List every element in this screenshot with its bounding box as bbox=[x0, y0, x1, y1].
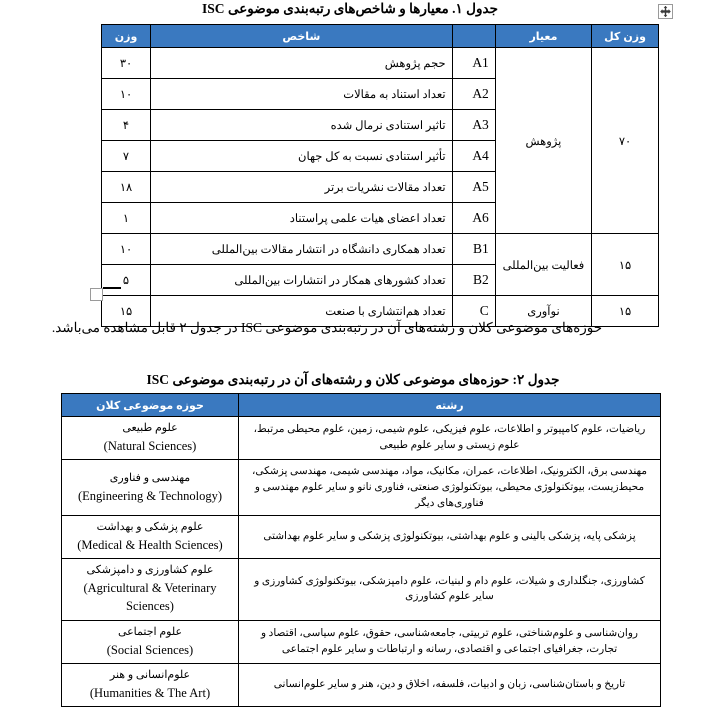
col-header-index-code bbox=[452, 25, 495, 48]
criteria-table-head bbox=[102, 25, 659, 48]
cell-index: تأثیر استنادی نسبت به کل جهان bbox=[151, 141, 453, 172]
cell-index: تعداد اعضای هیات علمی پراستناد bbox=[151, 203, 453, 234]
cell-weight-total: ۱۵ bbox=[592, 234, 659, 296]
cell-index: تاثیر استنادی نرمال شده bbox=[151, 110, 453, 141]
cell-index-code: A3 bbox=[452, 110, 495, 141]
col-header-index: شاخص bbox=[151, 25, 453, 48]
table-row bbox=[62, 663, 661, 706]
table1-caption: جدول ۱. معیارها و شاخص‌های رتبه‌بندی موضوعی ISC bbox=[202, 1, 498, 16]
cell-domain bbox=[62, 620, 239, 663]
cell-index: تعداد استناد به مقالات bbox=[151, 79, 453, 110]
cell-weight: ۱۸ bbox=[102, 172, 151, 203]
cell-domain bbox=[62, 460, 239, 516]
cell-domain bbox=[62, 417, 239, 460]
domain-name-fa: علوم کشاورزی و دامپزشکی bbox=[86, 564, 214, 577]
cell-criterion: پژوهش bbox=[495, 48, 591, 234]
cell-index-code: B1 bbox=[452, 234, 495, 265]
table-row bbox=[102, 234, 659, 265]
cell-weight-total: ۱۵ bbox=[592, 296, 659, 327]
cell-fields: ریاضیات، علوم کامپیوتر و اطلاعات، علوم فیزیکی، علوم شیمی، زمین، علوم محیطی مرتبط، علوم زیستی و سایر علوم طبیعی bbox=[238, 417, 660, 460]
intro-paragraph: حوزه‌های موضوعی کلان و رشته‌های آن در رتبه‌بندی موضوعی ISC در جدول ۲ قابل مشاهده می‌باشد. bbox=[51, 320, 603, 335]
col-header-field: رشته bbox=[238, 394, 660, 417]
table-row bbox=[62, 460, 661, 516]
col-header-weight-total: وزن کل bbox=[592, 25, 659, 48]
cell-index-code: B2 bbox=[452, 265, 495, 296]
domain-name-fa: علوم اجتماعی bbox=[117, 625, 183, 638]
cell-fields: تاریخ و باستان‌شناسی، زبان و ادبیات، فلسفه، اخلاق و دین، هنر و سایر علوم‌انسانی bbox=[238, 663, 660, 706]
cell-fields: پزشکی پایه، پزشکی بالینی و علوم بهداشتی، بیوتکنولوژی پزشکی و سایر علوم بهداشتی bbox=[238, 516, 660, 559]
table-header-row bbox=[62, 394, 661, 417]
subject-fields-table-head bbox=[62, 394, 661, 417]
cell-weight: ۳۰ bbox=[102, 48, 151, 79]
cell-weight: ۱۰ bbox=[102, 79, 151, 110]
cell-weight-total: ۷۰ bbox=[592, 48, 659, 234]
col-header-weight: وزن bbox=[102, 25, 151, 48]
cell-weight: ۴ bbox=[102, 110, 151, 141]
cell-weight: ۱۰ bbox=[102, 234, 151, 265]
cell-index-code: A5 bbox=[452, 172, 495, 203]
subject-fields-table bbox=[61, 393, 661, 707]
cell-domain bbox=[62, 663, 239, 706]
cell-index: حجم پژوهش bbox=[151, 48, 453, 79]
cell-fields: کشاورزی، جنگلداری و شیلات، علوم دام و لبنیات، علوم دامپزشکی، بیوتکنولوژی کشاورزی و سایر علوم کشاورزی bbox=[238, 559, 660, 620]
cell-fields: روان‌شناسی و علوم‌شناختی، علوم تربیتی، جامعه‌شناسی، حقوق، علوم سیاسی، اقتصاد و تجارت، جغرافیای اجتماعی و اقتصادی، رسانه و ارتباطات و سایر علوم اجتماعی bbox=[238, 620, 660, 663]
table-row bbox=[62, 559, 661, 620]
cell-weight: ۱۵ bbox=[102, 296, 151, 327]
criteria-table-body bbox=[102, 48, 659, 327]
domain-name-en: (Humanities & The Art) bbox=[89, 685, 211, 700]
table-row bbox=[102, 48, 659, 79]
cell-fields: مهندسی برق، الکترونیک، اطلاعات، عمران، مکانیک، مواد، مهندسی شیمی، مهندسی پزشکی، محیط‌زیست، بیوتکنولوژی محیطی، بیوتکنولوژی صنعتی، فناوری نانو و سایر علوم مهندسی و فناوری‌های دیگر bbox=[238, 460, 660, 516]
domain-name-fa: علوم پزشکی و بهداشت bbox=[96, 521, 204, 534]
table-row bbox=[62, 417, 661, 460]
table-row bbox=[62, 620, 661, 663]
cell-weight: ۱ bbox=[102, 203, 151, 234]
cell-index-code: A1 bbox=[452, 48, 495, 79]
subject-fields-table-body bbox=[62, 417, 661, 707]
domain-name-en: (Agricultural & Veterinary Sciences) bbox=[83, 581, 217, 614]
cell-index: تعداد هم‌انتشاری با صنعت bbox=[151, 296, 453, 327]
domain-name-en: (Social Sciences) bbox=[106, 642, 194, 657]
cell-weight: ۷ bbox=[102, 141, 151, 172]
table2-caption: جدول ۲: حوزه‌های موضوعی کلان و رشته‌های آن در رتبه‌بندی موضوعی ISC bbox=[146, 372, 560, 387]
cell-weight: ۵ bbox=[102, 265, 151, 296]
cell-domain bbox=[62, 516, 239, 559]
domain-name-en: (Medical & Health Sciences) bbox=[77, 538, 223, 553]
cell-criterion: فعالیت بین‌المللی bbox=[495, 234, 591, 296]
cell-index: تعداد مقالات نشریات برتر bbox=[151, 172, 453, 203]
cell-index-code: A6 bbox=[452, 203, 495, 234]
domain-name-en: (Natural Sciences) bbox=[103, 438, 197, 453]
cell-index-code: A4 bbox=[452, 141, 495, 172]
domain-name-en: (Engineering & Technology) bbox=[77, 488, 222, 503]
domain-name-fa: علوم‌انسانی و هنر bbox=[109, 668, 191, 681]
col-header-criterion: معیار bbox=[495, 25, 591, 48]
table-edge-marker bbox=[103, 287, 121, 289]
cell-domain bbox=[62, 559, 239, 620]
table-header-row bbox=[102, 25, 659, 48]
domain-name-fa: مهندسی و فناوری bbox=[109, 471, 191, 484]
resize-square-icon[interactable] bbox=[90, 288, 103, 301]
cell-index-code: C bbox=[452, 296, 495, 327]
table-row bbox=[62, 516, 661, 559]
cell-index: تعداد همکاری دانشگاه در انتشار مقالات بین‌المللی bbox=[151, 234, 453, 265]
move-cross-icon[interactable] bbox=[658, 4, 673, 19]
criteria-table bbox=[101, 24, 659, 327]
cell-index: تعداد کشورهای همکار در انتشارات بین‌المللی bbox=[151, 265, 453, 296]
domain-name-fa: علوم طبیعی bbox=[122, 422, 178, 434]
cell-criterion: نوآوری bbox=[495, 296, 591, 327]
cell-index-code: A2 bbox=[452, 79, 495, 110]
col-header-domain: حوزه موضوعی کلان bbox=[62, 394, 239, 417]
